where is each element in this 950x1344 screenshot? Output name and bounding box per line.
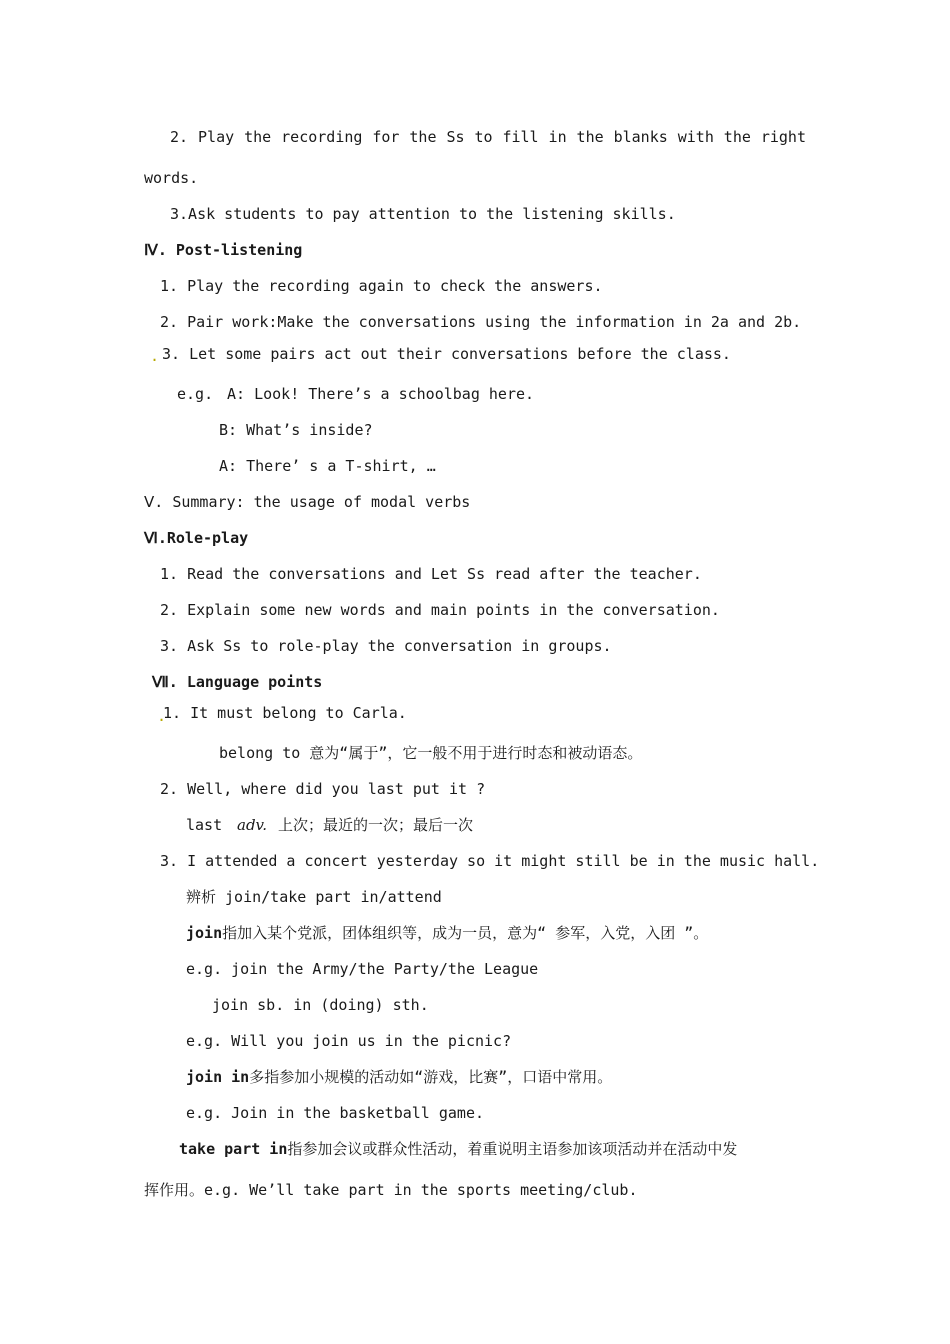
takepart-desc: 指参加会议或群众性活动，着重说明主语参加该项活动并在活动中发: [287, 1140, 738, 1158]
marker-dot: .: [150, 347, 160, 365]
join-example-1: e.g. join the Army/the Party/the League: [186, 960, 539, 978]
example-label: e.g.: [177, 385, 214, 403]
point1-text: 1. It must belong to Carla.: [163, 704, 407, 722]
example-line-2: B: What’s inside?: [219, 421, 373, 439]
example-line-3: A: There’ s a T-shirt, …: [219, 457, 436, 475]
point2-meaning: 上次；最近的一次；最后一次: [278, 816, 474, 834]
point2-text: 2. Well, where did you last put it ?: [160, 780, 486, 798]
join-entry: [186, 923, 708, 943]
joinin-term: join in: [186, 1068, 250, 1086]
join-pattern: join sb. in (doing) sth.: [212, 996, 429, 1014]
step3-text: 3.Ask students to pay attention to the listening skills.: [170, 205, 676, 223]
join-term: join: [186, 924, 223, 942]
section4-heading: Ⅳ. Post-listening: [144, 241, 303, 259]
section6-item-1: 1. Read the conversations and Let Ss read after the teacher.: [160, 565, 702, 583]
section4-item-3: 3. Let some pairs act out their conversations before the class.: [162, 345, 731, 363]
joinin-entry: [186, 1067, 612, 1087]
step2-line1: 2. Play the recording for the Ss to fill in the blanks with the right: [170, 128, 806, 146]
join-desc: 指加入某个党派，团体组织等，成为一员，意为“ 参军，入党，入团 ”。: [222, 924, 709, 942]
marker-dot: .: [157, 707, 167, 725]
join-example-2: e.g. Will you join us in the picnic?: [186, 1032, 512, 1050]
section6-item-2: 2. Explain some new words and main points in the conversation.: [160, 601, 720, 619]
takepart-term: take part in: [179, 1140, 288, 1158]
example-line-1: A: Look! There’s a schoolbag here.: [227, 385, 535, 403]
section6-item-3: 3. Ask Ss to role-play the conversation in groups.: [160, 637, 612, 655]
point1-note: belong to 意为“属于”，它一般不用于进行时态和被动语态。: [219, 744, 643, 762]
section4-item-2: 2. Pair work:Make the conversations using the information in 2a and 2b.: [160, 313, 802, 331]
joinin-example: e.g. Join in the basketball game.: [186, 1104, 485, 1122]
analysis-title: 辨析 join/take part in/attend: [186, 888, 442, 906]
takepart-entry: [179, 1139, 737, 1159]
section6-heading: Ⅵ.Role-play: [144, 529, 249, 547]
point3-text: 3. I attended a concert yesterday so it might still be in the music hall.: [160, 852, 820, 870]
section5-heading: Ⅴ. Summary: the usage of modal verbs: [144, 493, 471, 511]
point2-pos: adv.: [237, 816, 268, 834]
takepart-continuation: 挥作用。e.g. We’ll take part in the sports meeting/club.: [144, 1181, 638, 1199]
point2-word: last: [186, 816, 223, 834]
joinin-desc: 多指参加小规模的活动如“游戏，比赛”，口语中常用。: [249, 1068, 613, 1086]
section4-item-1: 1. Play the recording again to check the answers.: [160, 277, 603, 295]
section7-heading: Ⅶ. Language points: [152, 673, 323, 691]
step2-line2: words.: [144, 169, 199, 187]
